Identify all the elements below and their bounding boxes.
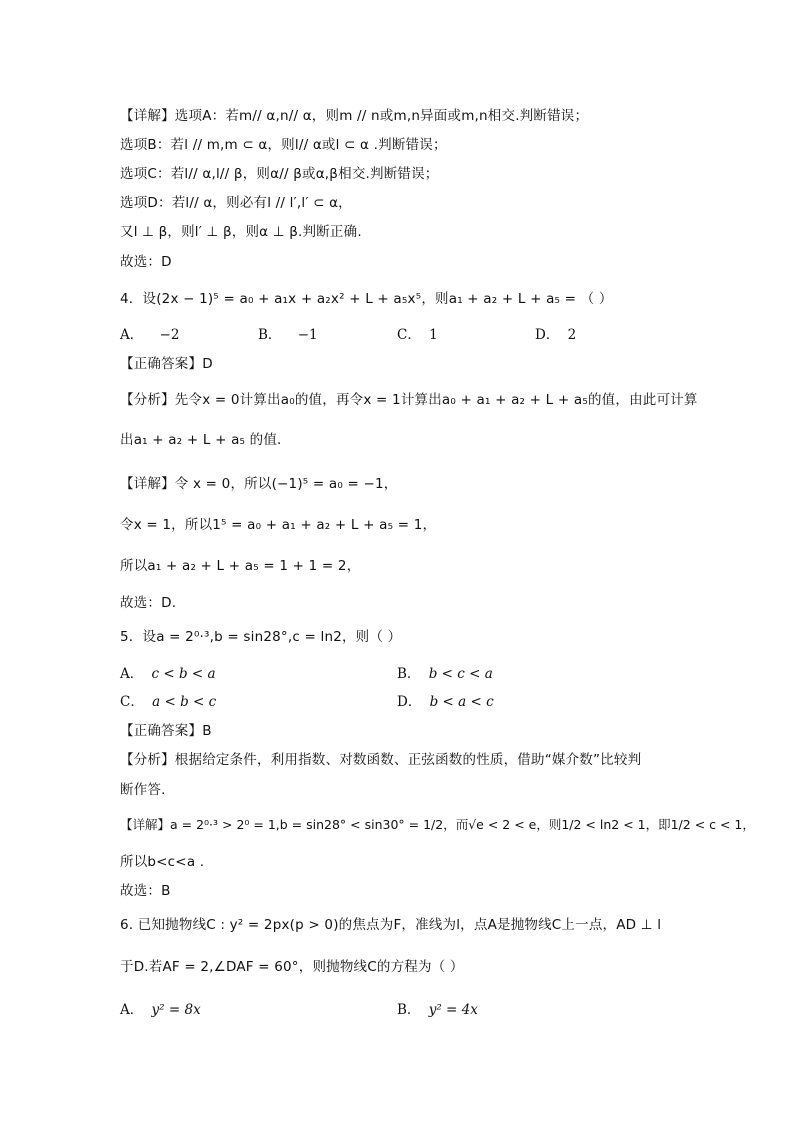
q4-option-a <box>120 323 179 343</box>
q4-option-a-value: −2 <box>159 327 180 343</box>
q4-detail-3: 所以a₁ + a₂ + L + a₅ = 1 + 1 = 2， <box>120 558 361 574</box>
q5-answer: 故选：B <box>120 883 171 899</box>
q3-option-b: 选项B：若l // m,m ⊂ α，则l// α或l ⊂ α .判断错误； <box>120 137 447 153</box>
q5-option-d <box>397 690 494 710</box>
q4-option-b-value: −1 <box>297 327 318 343</box>
q4-option-b <box>258 323 318 343</box>
q4-analysis: 【分析】先令x = 0计算出a₀的值，再令x = 1计算出a₀ + a₁ + a₂ + L + a₅的值，由此可计算 <box>120 392 698 408</box>
q6-option-b <box>397 998 478 1018</box>
q4-answer: 故选：D. <box>120 595 177 611</box>
q6-option-b-label: B． <box>397 1002 421 1018</box>
q5-detail: 【详解】a = 2⁰·³ > 2⁰ = 1,b = sin28° < sin30° = 1/2，而√e < 2 < e，则1/2 < ln2 < 1，即1/2 < c < 1， <box>120 817 755 832</box>
q6-option-a <box>120 998 201 1018</box>
q5-option-c <box>120 690 216 710</box>
q5-option-d-label: D． <box>397 694 422 710</box>
q4-option-c-label: C． <box>397 327 421 343</box>
q5-option-b <box>397 662 493 682</box>
q6-question: 6. 已知抛物线C : y² = 2px(p > 0)的焦点为F，准线为l，点A是抛物线C上一点，AD ⊥ l <box>120 917 662 933</box>
q4-detail-2: 令x = 1，所以1⁵ = a₀ + a₁ + a₂ + L + a₅ = 1， <box>120 517 437 533</box>
q5-option-a <box>120 662 216 682</box>
q4-option-c-value: 1 <box>429 327 438 343</box>
q5-option-a-value: c < b < a <box>151 666 216 682</box>
q5-option-b-label: B． <box>397 666 421 682</box>
q4-option-a-label: A． <box>120 327 144 343</box>
q4-option-d <box>535 323 576 343</box>
q5-analysis-cont: 断作答. <box>120 782 166 798</box>
q3-answer: 故选：D <box>120 254 172 270</box>
q6-question-cont: 于D.若AF = 2,∠DAF = 60°，则抛物线C的方程为（ ） <box>120 959 464 975</box>
q3-option-c: 选项C：若l// α,l// β，则α// β或α,β相交.判断错误； <box>120 166 439 182</box>
q5-correct-answer: 【正确答案】B <box>120 723 212 739</box>
q4-option-d-label: D． <box>535 327 560 343</box>
q5-option-b-value: b < c < a <box>428 666 493 682</box>
q4-correct-answer: 【正确答案】D <box>120 356 213 372</box>
q6-option-a-label: A． <box>120 1002 144 1018</box>
q4-option-b-label: B． <box>258 327 282 343</box>
q6-option-a-value: y² = 8x <box>151 1002 201 1018</box>
q5-option-c-label: C． <box>120 694 144 710</box>
q4-question: 4．设(2x − 1)⁵ = a₀ + a₁x + a₂x² + L + a₅x⁵，则a₁ + a₂ + L + a₅ = （ ） <box>120 291 613 307</box>
q5-option-d-value: b < a < c <box>429 694 494 710</box>
q5-question: 5．设a = 2⁰·³,b = sin28°,c = ln2，则（ ） <box>120 629 402 645</box>
q3-option-d: 选项D：若l// α，则必有l // l′,l′ ⊂ α， <box>120 195 352 211</box>
q5-detail-conclusion: 所以b<c<a . <box>120 854 205 870</box>
q4-analysis-cont: 出a₁ + a₂ + L + a₅ 的值. <box>120 432 282 448</box>
q4-option-c <box>397 323 438 343</box>
q4-option-d-value: 2 <box>567 327 577 343</box>
q3-conclusion: 又l ⊥ β，则l′ ⊥ β，则α ⊥ β.判断正确. <box>120 224 362 240</box>
q4-detail-1: 【详解】令 x = 0，所以(−1)⁵ = a₀ = −1， <box>120 476 398 492</box>
q5-option-c-value: a < b < c <box>152 694 217 710</box>
q6-option-b-value: y² = 4x <box>428 1002 478 1018</box>
q5-analysis: 【分析】根据给定条件，利用指数、对数函数、正弦函数的性质，借助“媒介数”比较判 <box>120 752 642 768</box>
q5-option-a-label: A． <box>120 666 144 682</box>
q3-detail-option-a: 【详解】选项A：若m// α,n// α，则m // n或m,n异面或m,n相交.判断错误； <box>120 108 589 124</box>
